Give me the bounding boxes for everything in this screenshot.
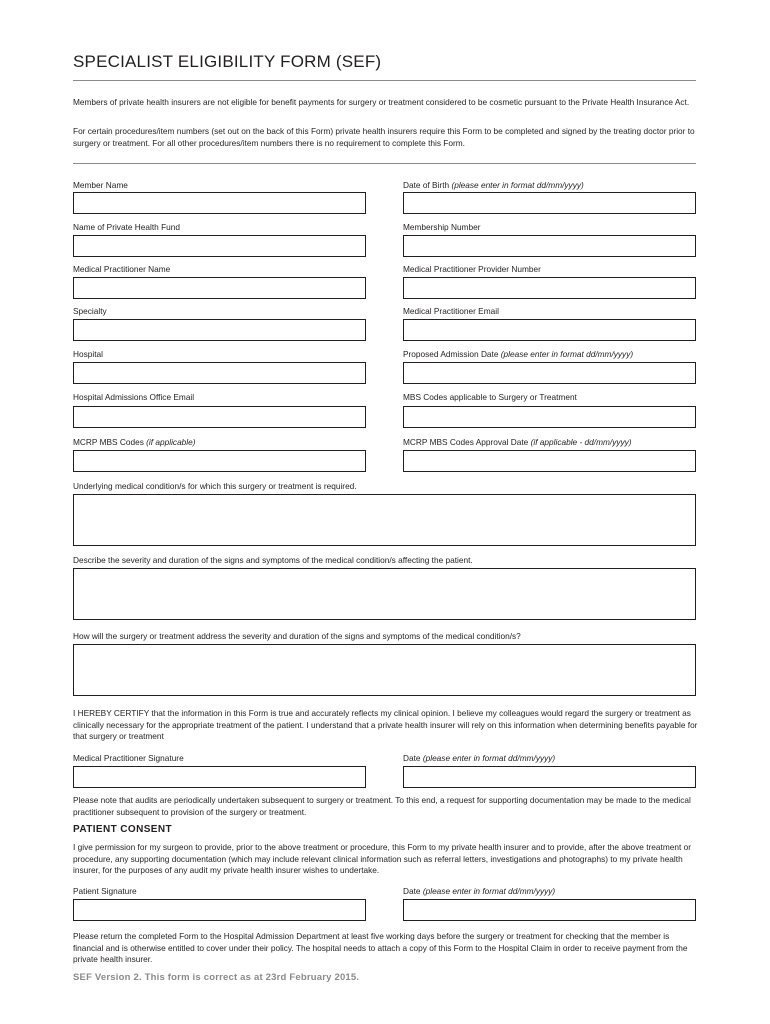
severity-textarea[interactable] [74,569,695,619]
patient-signature-label: Patient Signature [73,886,137,896]
member-name-label: Member Name [73,180,128,190]
severity-field[interactable] [73,568,696,620]
mcrp-approval-date-hint: (if applicable - dd/mm/yyyy) [530,437,632,447]
mbs-codes-field[interactable] [403,406,696,428]
mbs-codes-input[interactable] [404,408,695,428]
practitioner-name-label: Medical Practitioner Name [73,264,171,274]
intro-paragraph-1: Members of private health insurers are not eligible for benefit payments for surgery or treatment considered to be cosmetic pursuant to the Private Health Insurance Act. [73,97,690,107]
admission-date-label: Proposed Admission Date (please enter in format dd/mm/yyyy) [403,349,634,359]
admission-date-field[interactable] [403,362,696,384]
practitioner-date-label: Date (please enter in format dd/mm/yyyy) [403,753,556,763]
address-textarea[interactable] [74,645,695,695]
version-footer: SEF Version 2. This form is correct as at 23rd February 2015. [73,972,360,983]
admissions-email-input[interactable] [74,408,365,428]
patient-consent-text: I give permission for my surgeon to provide, prior to the above treatment or procedure, this Form to my private health insurer and to provide, after the above treatment or procedure, any supporting documentation (which may include relevant clinical information such as referral letters, investigations and photographs) to my private health insurer, for the purposes of any audit my private health insurer wishes to undertake. [73,842,691,876]
mbs-codes-label: MBS Codes applicable to Surgery or Treatment [403,392,577,402]
dob-hint: (please enter in format dd/mm/yyyy) [451,180,584,190]
hospital-field[interactable] [73,362,366,384]
address-label: How will the surgery or treatment address the severity and duration of the signs and symptoms of the medical condition/s? [73,631,521,641]
mcrp-codes-hint: (if applicable) [146,437,196,447]
member-name-input[interactable] [74,194,365,214]
hospital-label: Hospital [73,349,103,359]
dob-label: Date of Birth (please enter in format dd/mm/yyyy) [403,180,584,190]
practitioner-signature-label: Medical Practitioner Signature [73,753,184,763]
form-title: SPECIALIST ELIGIBILITY FORM (SEF) [73,52,382,71]
intro-paragraph-2: For certain procedures/item numbers (set out on the back of this Form) private health insurers require this Form to be completed and signed by the treating doctor prior to surgery or treatment. For all other procedures/item numbers there is no requirement to complete this Form. [73,126,695,148]
specialty-field[interactable] [73,319,366,341]
specialty-label: Specialty [73,306,107,316]
mcrp-approval-date-input[interactable] [404,452,695,472]
practitioner-signature-input[interactable] [74,768,365,788]
member-name-field[interactable] [73,192,366,214]
practitioner-date-input[interactable] [404,768,695,788]
practitioner-email-label: Medical Practitioner Email [403,306,499,316]
membership-number-label: Membership Number [403,222,481,232]
practitioner-date-field[interactable] [403,766,696,788]
mcrp-approval-date-label: MCRP MBS Codes Approval Date (if applicable - dd/mm/yyyy) [403,437,632,447]
provider-number-input[interactable] [404,279,695,299]
patient-date-label: Date (please enter in format dd/mm/yyyy) [403,886,556,896]
condition-label: Underlying medical condition/s for which this surgery or treatment is required. [73,481,357,491]
practitioner-email-input[interactable] [404,321,695,341]
dob-input[interactable] [404,194,695,214]
practitioner-name-input[interactable] [74,279,365,299]
provider-number-label: Medical Practitioner Provider Number [403,264,541,274]
return-note: Please return the completed Form to the Hospital Admission Department at least five working days before the surgery or treatment for checking that the member is financial and is otherwise entitled to cover under their policy. The hospital needs to attach a copy of this Form to the Hospital Claim in order to receive payment from the private health insurer. [73,931,688,965]
patient-date-hint: (please enter in format dd/mm/yyyy) [422,886,556,896]
condition-field[interactable] [73,494,696,546]
dob-field[interactable] [403,192,696,214]
mcrp-codes-input[interactable] [74,452,365,472]
condition-textarea[interactable] [74,495,695,545]
patient-date-input[interactable] [404,901,695,921]
patient-signature-input[interactable] [74,901,365,921]
patient-signature-field[interactable] [73,899,366,921]
fund-name-label: Name of Private Health Fund [73,222,180,232]
hospital-input[interactable] [74,364,365,384]
practitioner-email-field[interactable] [403,319,696,341]
mcrp-codes-label: MCRP MBS Codes (if applicable) [73,437,196,447]
mcrp-codes-field[interactable] [73,450,366,472]
patient-date-field[interactable] [403,899,696,921]
specialty-input[interactable] [74,321,365,341]
severity-label: Describe the severity and duration of the signs and symptoms of the medical condition/s affecting the patient. [73,555,473,565]
audit-note: Please note that audits are periodically undertaken subsequent to surgery or treatment. To this end, a request for supporting documentation may be made to the medical practitioner subsequent to provision of the surgery or treatment. [73,795,691,817]
fund-name-field[interactable] [73,235,366,257]
patient-consent-heading: PATIENT CONSENT [73,824,172,835]
practitioner-signature-field[interactable] [73,766,366,788]
admission-date-hint: (please enter in format dd/mm/yyyy) [500,349,634,359]
provider-number-field[interactable] [403,277,696,299]
title-divider [73,80,696,81]
practitioner-name-field[interactable] [73,277,366,299]
practitioner-date-hint: (please enter in format dd/mm/yyyy) [422,753,556,763]
admissions-email-field[interactable] [73,406,366,428]
admission-date-input[interactable] [404,364,695,384]
mcrp-approval-date-field[interactable] [403,450,696,472]
intro-divider [73,163,696,164]
admissions-email-label: Hospital Admissions Office Email [73,392,195,402]
fund-name-input[interactable] [74,237,365,257]
address-field[interactable] [73,644,696,696]
membership-number-input[interactable] [404,237,695,257]
certify-statement: I HEREBY CERTIFY that the information in this Form is true and accurately reflects my clinical opinion. I believe my colleagues would regard the surgery or treatment as clinically necessary for the appropriate treatment of the patient. I understand that a private health insurer will rely on this information when determining benefits payable for that surgery or treatment [73,708,698,742]
membership-number-field[interactable] [403,235,696,257]
